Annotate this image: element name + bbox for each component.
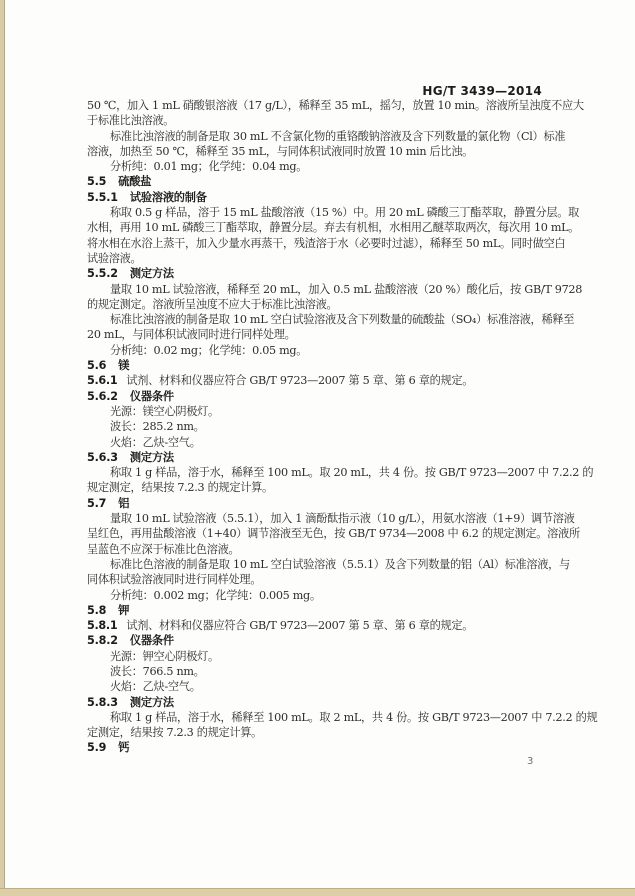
section-title: 仪器条件 [129, 389, 174, 403]
section-heading [87, 174, 552, 189]
text-line: 于标准比浊溶液。 [87, 114, 175, 128]
section-heading [87, 740, 552, 755]
section-heading [87, 603, 552, 618]
text-line: 标准比色溶液的制备是取 10 mL 空白试验溶液（5.5.1）及含下列数量的铝（Al）标准溶液，与 [110, 557, 570, 571]
text-line: 50 ℃，加入 1 mL 硝酸银溶液（17 g/L），稀释至 35 mL，摇匀，放置 10 min。溶液所呈浊度不应大 [87, 99, 584, 112]
section-title: 钙 [118, 741, 130, 755]
section-number: 5.9 [87, 741, 107, 755]
section-number: 5.7 [87, 496, 107, 510]
section-title: 试验溶液的制备 [129, 190, 207, 204]
text-line: 标准比浊溶液的制备是取 30 mL 不含氯化物的重铬酸钠溶液及含下列数量的氯化物（Cl）标准 [110, 129, 566, 143]
text-line: 波长：285.2 nm。 [110, 420, 205, 434]
section-title: 试剂、材料和仪器应符合 GB/T 9723—2007 第 5 章、第 6 章的规定。 [126, 619, 474, 633]
section-number: 5.8 [87, 603, 107, 617]
section-heading [87, 389, 552, 404]
text-line: 将水相在水浴上蒸干，加入少量水再蒸干，残渣溶于水（必要时过滤），稀释至 50 mL。同时做空白 [87, 236, 566, 250]
section-heading [87, 190, 552, 205]
section-title: 铝 [118, 496, 130, 510]
section-heading [87, 695, 552, 710]
page-edge-left [0, 0, 5, 896]
text-line: 规定测定，结果按 7.2.3 的规定计算。 [87, 481, 273, 495]
text-line: 量取 10 mL 试验溶液（5.5.1），加入 1 滴酚酞指示液（10 g/L），用氨水溶液（1+9）调节溶液 [110, 512, 575, 526]
text-line: 试验溶液。 [87, 251, 142, 265]
section-heading [87, 496, 552, 511]
section-heading [87, 373, 552, 388]
section-title: 硫酸盐 [118, 175, 152, 189]
section-number: 5.8.3 [87, 695, 118, 709]
text-line: 分析纯：0.02 mg；化学纯：0.05 mg。 [110, 343, 308, 357]
text-line: 分析纯：0.002 mg；化学纯：0.005 mg。 [110, 588, 321, 602]
section-heading [87, 266, 552, 281]
text-line: 称取 0.5 g 样品，溶于 15 mL 盐酸溶液（15 %）中。用 20 mL 磷酸三丁酯萃取，静置分层。取 [110, 206, 580, 220]
text-line: 标准比浊溶液的制备是取 10 mL 空白试验溶液及含下列数量的硫酸盐（SO₄）标准溶液，稀释至 [110, 313, 575, 327]
section-title: 测定方法 [129, 695, 174, 709]
section-title: 钾 [118, 603, 130, 617]
section-number: 5.6.2 [87, 389, 118, 403]
section-title: 测定方法 [129, 267, 174, 281]
page-number: 3 [527, 756, 534, 767]
section-number: 5.5.2 [87, 267, 118, 281]
text-line: 20 mL，与同体积试液同时进行同样处理。 [87, 328, 296, 342]
section-heading [87, 358, 552, 373]
text-line: 称取 1 g 样品，溶于水，稀释至 100 mL。取 20 mL，共 4 份。按 GB/T 9723—2007 中 7.2.2 的 [110, 466, 594, 480]
section-title: 测定方法 [129, 450, 174, 464]
section-number: 5.6.1 [87, 374, 118, 388]
text-line: 的规定测定。溶液所呈浊度不应大于标准比浊溶液。 [87, 297, 338, 311]
text-line: 称取 1 g 样品，溶于水，稀释至 100 mL。取 2 mL，共 4 份。按 GB/T 9723—2007 中 7.2.2 的规 [110, 710, 598, 724]
section-heading [87, 633, 552, 648]
section-title: 试剂、材料和仪器应符合 GB/T 9723—2007 第 5 章、第 6 章的规定。 [126, 374, 474, 388]
text-line: 同体积试验溶液同时进行同样处理。 [87, 573, 262, 587]
text-line: 光源：镁空心阴极灯。 [110, 404, 219, 418]
text-line: 分析纯：0.01 mg；化学纯：0.04 mg。 [110, 160, 308, 174]
section-number: 5.5 [87, 175, 107, 189]
section-number: 5.8.1 [87, 619, 118, 633]
text-line: 呈蓝色不应深于标准比色溶液。 [87, 542, 240, 556]
text-line: 定测定，结果按 7.2.3 的规定计算。 [87, 726, 263, 740]
section-number: 5.6.3 [87, 450, 118, 464]
text-line: 量取 10 mL 试验溶液，稀释至 20 mL，加入 0.5 mL 盐酸溶液（20 %）酸化后，按 GB/T 9728 [110, 282, 583, 296]
section-heading [87, 450, 552, 465]
section-title: 镁 [118, 359, 130, 373]
section-number: 5.6 [87, 359, 107, 373]
text-line: 水相，再用 10 mL 磷酸三丁酯萃取，静置分层。弃去有机相，水相用乙醚萃取两次，每次用 10 mL。 [87, 221, 580, 235]
doc-number-header: HG/T 3439—2014 [422, 84, 542, 98]
section-title: 仪器条件 [129, 634, 174, 648]
section-heading [87, 618, 552, 633]
document-body [87, 98, 598, 756]
text-line: 呈红色，再用盐酸溶液（1+40）调节溶液至无色，按 GB/T 9734—2008 中 6.2 的规定测定。溶液所 [87, 527, 580, 541]
text-line: 光源：钾空心阴极灯。 [110, 649, 219, 663]
text-line: 火焰：乙炔-空气。 [110, 680, 201, 694]
section-number: 5.8.2 [87, 634, 118, 648]
section-number: 5.5.1 [87, 190, 118, 204]
page-edge-bottom [0, 888, 635, 896]
text-line: 溶液，加热至 50 ℃，稀释至 35 mL，与同体积试液同时放置 10 min 后比浊。 [87, 144, 474, 158]
text-line: 波长：766.5 nm。 [110, 664, 205, 678]
text-line: 火焰：乙炔-空气。 [110, 435, 201, 449]
